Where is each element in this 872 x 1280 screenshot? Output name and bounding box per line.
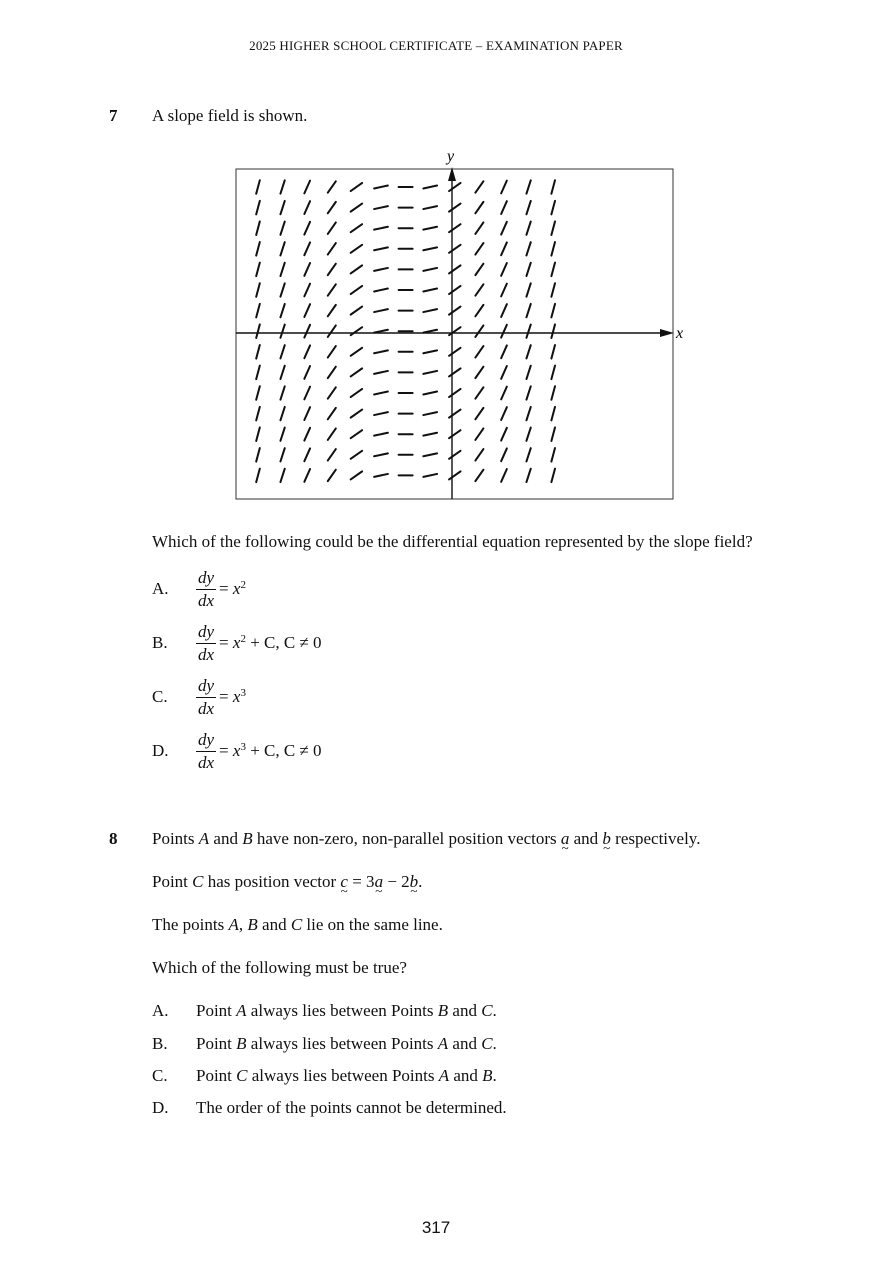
slope-mark — [351, 183, 362, 191]
slope-mark — [256, 221, 260, 235]
slope-mark — [304, 304, 310, 317]
slope-mark — [501, 222, 507, 235]
page-header: 2025 HIGHER SCHOOL CERTIFICATE – EXAMINATION PAPER — [249, 38, 623, 53]
slope-mark — [449, 327, 460, 335]
slope-mark — [526, 283, 530, 296]
slope-mark — [351, 224, 362, 232]
slope-mark — [475, 387, 483, 398]
slope-mark — [449, 307, 460, 315]
slope-mark — [256, 324, 260, 338]
slope-mark — [449, 410, 460, 418]
slope-mark — [374, 350, 388, 353]
slope-mark — [475, 305, 483, 316]
y-axis-label: y — [447, 148, 455, 165]
slope-mark — [304, 407, 310, 420]
slope-mark — [351, 327, 362, 335]
vector-a: a ~ — [561, 829, 570, 849]
slope-mark — [351, 451, 362, 459]
slope-mark — [475, 284, 483, 295]
q8-option-c[interactable] — [152, 1066, 497, 1086]
slope-mark — [423, 330, 437, 333]
q8-option-d[interactable] — [152, 1098, 507, 1118]
slope-mark — [551, 304, 555, 318]
slope-mark — [526, 201, 530, 214]
slope-mark — [280, 242, 284, 255]
slope-mark — [501, 387, 507, 400]
slope-field-figure — [226, 145, 686, 505]
slope-mark — [351, 410, 362, 418]
slope-mark — [256, 386, 260, 400]
slope-mark — [374, 309, 388, 312]
vector-b: b ~ — [410, 872, 419, 892]
slope-mark — [256, 366, 260, 380]
q7-option-a[interactable] — [152, 568, 246, 610]
slope-mark — [475, 325, 483, 336]
q8-option-b[interactable] — [152, 1034, 497, 1054]
slope-mark — [304, 222, 310, 235]
slope-mark — [526, 242, 530, 255]
slope-mark — [501, 407, 507, 420]
slope-mark — [374, 206, 388, 209]
slope-mark — [280, 428, 284, 441]
slope-mark — [256, 304, 260, 318]
slope-mark — [374, 268, 388, 271]
slope-mark — [280, 283, 284, 296]
slope-mark — [449, 224, 460, 232]
derivative-fraction: $\frac{dy}{dx}$ — [198, 568, 215, 610]
question-8-line-3: The points A, B and C lie on the same line. — [152, 915, 443, 934]
slope-mark — [328, 264, 336, 275]
slope-mark — [475, 367, 483, 378]
slope-mark — [526, 366, 530, 379]
slope-mark — [280, 180, 284, 193]
slope-mark — [526, 469, 530, 482]
slope-mark — [526, 304, 530, 317]
option-letter: B. — [152, 1034, 168, 1053]
slope-mark — [526, 428, 530, 441]
slope-mark — [501, 181, 507, 194]
slope-mark — [328, 305, 336, 316]
slope-mark — [351, 368, 362, 376]
slope-mark — [304, 366, 310, 379]
slope-mark — [501, 366, 507, 379]
equation-rhs: = $x^2$ — [219, 579, 246, 599]
slope-mark — [423, 392, 437, 395]
slope-mark — [351, 307, 362, 315]
slope-mark — [374, 453, 388, 456]
slope-mark — [475, 202, 483, 213]
slope-mark — [280, 325, 284, 338]
vector-b: b ~ — [602, 829, 611, 849]
slope-mark — [328, 367, 336, 378]
derivative-fraction: $\frac{dy}{dx}$ — [198, 730, 215, 772]
slope-mark — [304, 242, 310, 255]
x-axis-label: x — [676, 325, 684, 342]
slope-mark — [551, 283, 555, 297]
slope-mark — [423, 186, 437, 189]
slope-mark — [526, 386, 530, 399]
q7-option-d[interactable] — [152, 730, 322, 772]
equation-rhs: = $x^2 + C$, C ≠ 0 — [219, 633, 322, 653]
question-8-line-2: Point C has position vector c ~ = 3a ~ − 2b ~. — [152, 872, 422, 892]
slope-mark — [475, 428, 483, 439]
slope-mark — [501, 469, 507, 482]
slope-mark — [256, 469, 260, 483]
derivative-fraction: $\frac{dy}{dx}$ — [198, 622, 215, 664]
slope-mark — [351, 204, 362, 212]
slope-mark — [280, 448, 284, 461]
slope-mark — [280, 469, 284, 482]
slope-mark — [475, 264, 483, 275]
slope-mark — [256, 242, 260, 256]
slope-mark — [551, 201, 555, 215]
slope-mark — [551, 345, 555, 359]
slope-mark — [551, 386, 555, 400]
q8-option-a[interactable] — [152, 1001, 497, 1021]
slope-mark — [423, 474, 437, 477]
slope-mark — [280, 366, 284, 379]
slope-mark — [304, 448, 310, 461]
slope-mark — [551, 427, 555, 441]
slope-mark — [374, 247, 388, 250]
slope-mark — [328, 408, 336, 419]
option-letter: C. — [152, 687, 168, 707]
slope-mark — [501, 428, 507, 441]
slope-mark — [423, 453, 437, 456]
slope-mark — [551, 324, 555, 338]
slope-mark — [328, 284, 336, 295]
slope-mark — [374, 227, 388, 230]
slope-mark — [304, 201, 310, 214]
slope-mark — [449, 451, 460, 459]
slope-mark — [328, 325, 336, 336]
slope-mark — [374, 412, 388, 415]
slope-mark — [423, 289, 437, 292]
slope-mark — [256, 345, 260, 359]
slope-mark — [551, 221, 555, 235]
slope-mark — [526, 263, 530, 276]
question-8-number: 8 — [109, 829, 118, 848]
slope-mark — [423, 350, 437, 353]
vector-c: c ~ — [340, 872, 348, 892]
question-7-stem: A slope field is shown. — [152, 106, 308, 125]
slope-field-frame — [236, 169, 673, 499]
slope-mark — [256, 201, 260, 215]
slope-mark — [449, 245, 460, 253]
slope-mark — [449, 348, 460, 356]
slope-mark — [374, 371, 388, 374]
slope-mark — [351, 430, 362, 438]
slope-mark — [374, 330, 388, 333]
slope-mark — [501, 284, 507, 297]
slope-mark — [475, 222, 483, 233]
equation-rhs: = $x^3$ — [219, 687, 246, 707]
slope-mark — [328, 181, 336, 192]
slope-mark — [351, 286, 362, 294]
option-text: Point C always lies between Points A and B. — [196, 1066, 497, 1085]
slope-mark — [280, 222, 284, 235]
page-number: 317 — [421, 1218, 451, 1237]
slope-mark — [328, 222, 336, 233]
slope-mark — [475, 408, 483, 419]
option-letter: C. — [152, 1066, 168, 1085]
option-letter: A. — [152, 1001, 169, 1020]
equation-rhs: = $x^3 + C$, C ≠ 0 — [219, 741, 322, 761]
slope-mark — [256, 180, 260, 194]
slope-mark — [501, 448, 507, 461]
question-8-line-1: Points A and B have non-zero, non-parallel position vectors a ~ and b ~ respectively. — [152, 829, 700, 849]
slope-mark — [374, 474, 388, 477]
slope-mark — [374, 289, 388, 292]
slope-mark — [374, 186, 388, 189]
slope-mark — [256, 283, 260, 297]
slope-mark — [423, 309, 437, 312]
slope-mark — [449, 368, 460, 376]
slope-mark — [280, 304, 284, 317]
slope-mark — [423, 433, 437, 436]
question-7-prompt: Which of the following could be the differential equation represented by the slope field? — [152, 532, 753, 551]
slope-mark — [501, 263, 507, 276]
slope-mark — [475, 346, 483, 357]
slope-mark — [351, 389, 362, 397]
slope-mark — [551, 448, 555, 462]
slope-mark — [256, 448, 260, 462]
slope-mark — [423, 227, 437, 230]
option-letter: D. — [152, 741, 169, 761]
option-letter: B. — [152, 633, 168, 653]
vector-a: a ~ — [375, 872, 384, 892]
slope-mark — [304, 325, 310, 338]
slope-mark — [374, 433, 388, 436]
slope-field-marks — [256, 180, 555, 482]
slope-mark — [501, 325, 507, 338]
slope-mark — [304, 387, 310, 400]
slope-mark — [328, 470, 336, 481]
option-text: Point B always lies between Points A and C. — [196, 1034, 497, 1053]
slope-mark — [526, 325, 530, 338]
q7-option-b[interactable] — [152, 622, 322, 664]
slope-mark — [501, 242, 507, 255]
slope-mark — [526, 345, 530, 358]
slope-mark — [304, 181, 310, 194]
slope-mark — [449, 471, 460, 479]
option-text: Point A always lies between Points B and C. — [196, 1001, 497, 1020]
question-7-number: 7 — [109, 106, 118, 125]
slope-mark — [475, 181, 483, 192]
q7-option-c[interactable] — [152, 676, 246, 718]
slope-mark — [304, 263, 310, 276]
slope-mark — [351, 348, 362, 356]
slope-mark — [256, 407, 260, 421]
slope-mark — [551, 366, 555, 380]
slope-mark — [475, 243, 483, 254]
slope-mark — [256, 427, 260, 441]
slope-mark — [280, 263, 284, 276]
slope-mark — [304, 469, 310, 482]
slope-mark — [551, 242, 555, 256]
slope-mark — [551, 180, 555, 194]
slope-mark — [449, 183, 460, 191]
slope-mark — [475, 470, 483, 481]
slope-mark — [304, 345, 310, 358]
slope-mark — [280, 407, 284, 420]
slope-mark — [280, 201, 284, 214]
slope-mark — [449, 265, 460, 273]
slope-mark — [423, 371, 437, 374]
slope-mark — [374, 392, 388, 395]
slope-mark — [526, 222, 530, 235]
slope-mark — [328, 346, 336, 357]
slope-mark — [449, 204, 460, 212]
slope-mark — [351, 265, 362, 273]
slope-mark — [423, 247, 437, 250]
slope-mark — [351, 245, 362, 253]
slope-mark — [304, 284, 310, 297]
slope-mark — [328, 202, 336, 213]
slope-mark — [304, 428, 310, 441]
slope-mark — [551, 263, 555, 277]
derivative-fraction: $\frac{dy}{dx}$ — [198, 676, 215, 718]
slope-mark — [351, 471, 362, 479]
slope-mark — [423, 412, 437, 415]
slope-mark — [449, 286, 460, 294]
slope-mark — [551, 469, 555, 483]
slope-mark — [551, 407, 555, 421]
slope-mark — [526, 448, 530, 461]
slope-mark — [280, 345, 284, 358]
slope-mark — [475, 449, 483, 460]
slope-mark — [328, 428, 336, 439]
slope-mark — [328, 449, 336, 460]
x-axis-arrowhead — [660, 329, 674, 337]
slope-mark — [256, 263, 260, 277]
slope-mark — [526, 407, 530, 420]
slope-mark — [423, 206, 437, 209]
option-letter: D. — [152, 1098, 169, 1117]
question-8-prompt: Which of the following must be true? — [152, 958, 407, 977]
slope-mark — [328, 243, 336, 254]
slope-mark — [501, 345, 507, 358]
slope-mark — [501, 201, 507, 214]
option-letter: A. — [152, 579, 169, 599]
slope-mark — [449, 430, 460, 438]
slope-mark — [280, 386, 284, 399]
slope-mark — [449, 389, 460, 397]
option-text: The order of the points cannot be determined. — [196, 1098, 507, 1117]
slope-mark — [328, 387, 336, 398]
slope-mark — [501, 304, 507, 317]
slope-mark — [423, 268, 437, 271]
slope-mark — [526, 180, 530, 193]
